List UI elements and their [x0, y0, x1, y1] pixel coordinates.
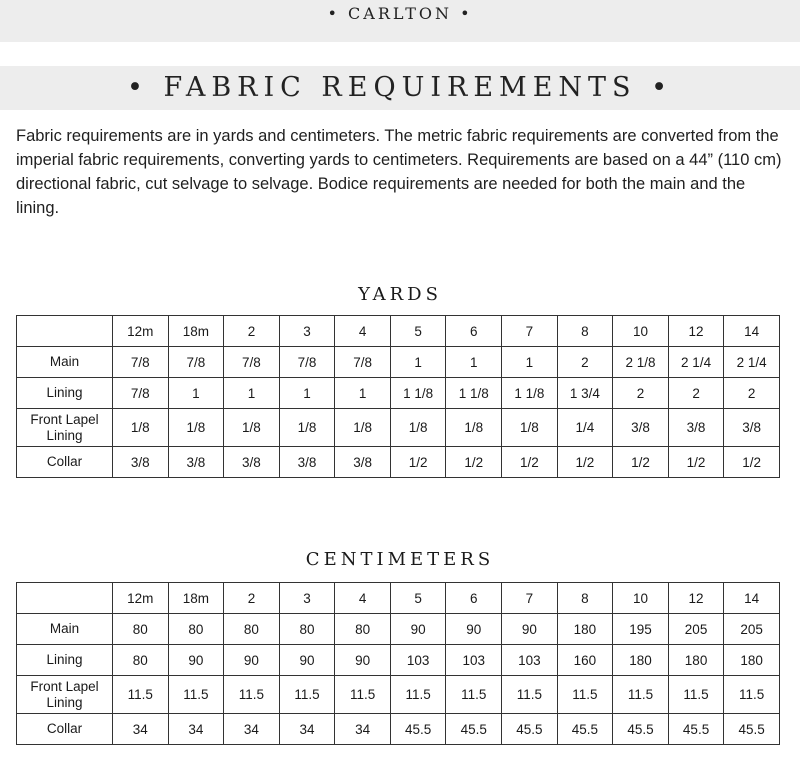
value-cell: 80	[224, 614, 280, 645]
value-cell: 3/8	[613, 409, 669, 447]
size-header-cell: 3	[279, 316, 335, 347]
value-cell: 180	[724, 645, 780, 676]
value-cell: 1	[335, 378, 391, 409]
value-cell: 45.5	[390, 714, 446, 745]
size-header-cell: 18m	[168, 583, 224, 614]
value-cell: 3/8	[279, 447, 335, 478]
value-cell: 3/8	[168, 447, 224, 478]
value-cell: 80	[113, 614, 169, 645]
value-cell: 1	[446, 347, 502, 378]
value-cell: 11.5	[446, 676, 502, 714]
table-row	[17, 447, 780, 478]
value-cell: 1/2	[724, 447, 780, 478]
table-row	[17, 409, 780, 447]
size-header-cell: 14	[724, 316, 780, 347]
size-header-cell: 12	[668, 583, 724, 614]
value-cell: 180	[557, 614, 613, 645]
value-cell: 45.5	[557, 714, 613, 745]
value-cell: 2	[557, 347, 613, 378]
size-header-cell: 5	[390, 316, 446, 347]
value-cell: 11.5	[502, 676, 558, 714]
value-cell: 90	[335, 645, 391, 676]
value-cell: 11.5	[168, 676, 224, 714]
value-cell: 45.5	[724, 714, 780, 745]
table-corner-cell	[17, 316, 113, 347]
size-header-cell: 6	[446, 316, 502, 347]
value-cell: 90	[390, 614, 446, 645]
size-header-cell: 10	[613, 583, 669, 614]
row-label-cell: Collar	[17, 714, 113, 745]
value-cell: 3/8	[335, 447, 391, 478]
section-title: • FABRIC REQUIREMENTS •	[126, 72, 674, 103]
value-cell: 1/8	[335, 409, 391, 447]
value-cell: 90	[279, 645, 335, 676]
size-header-cell: 5	[390, 583, 446, 614]
size-header-cell: 7	[502, 583, 558, 614]
value-cell: 11.5	[335, 676, 391, 714]
value-cell: 11.5	[613, 676, 669, 714]
value-cell: 90	[224, 645, 280, 676]
value-cell: 1/4	[557, 409, 613, 447]
value-cell: 2	[724, 378, 780, 409]
value-cell: 1/2	[446, 447, 502, 478]
size-header-cell: 2	[224, 583, 280, 614]
size-header-cell: 12m	[113, 316, 169, 347]
row-label-cell: Lining	[17, 645, 113, 676]
size-header-cell: 14	[724, 583, 780, 614]
value-cell: 205	[668, 614, 724, 645]
value-cell: 34	[113, 714, 169, 745]
value-cell: 1/8	[113, 409, 169, 447]
value-cell: 1	[279, 378, 335, 409]
value-cell: 2	[668, 378, 724, 409]
row-label-cell: Main	[17, 347, 113, 378]
value-cell: 11.5	[668, 676, 724, 714]
value-cell: 2 1/4	[668, 347, 724, 378]
yards-table-title: YARDS	[358, 284, 442, 305]
size-header-cell: 12	[668, 316, 724, 347]
size-header-cell: 4	[335, 583, 391, 614]
row-label-cell: Front Lapel Lining	[17, 409, 113, 447]
row-label-cell: Front Lapel Lining	[17, 676, 113, 714]
value-cell: 1/8	[446, 409, 502, 447]
table-row	[17, 714, 780, 745]
row-label-cell: Collar	[17, 447, 113, 478]
value-cell: 80	[335, 614, 391, 645]
size-header-cell: 12m	[113, 583, 169, 614]
value-cell: 11.5	[113, 676, 169, 714]
table-row	[17, 676, 780, 714]
size-header-cell: 18m	[168, 316, 224, 347]
yards-table	[16, 315, 780, 478]
value-cell: 2 1/8	[613, 347, 669, 378]
table-row	[17, 645, 780, 676]
value-cell: 1	[502, 347, 558, 378]
size-header-cell: 8	[557, 583, 613, 614]
size-header-cell: 8	[557, 316, 613, 347]
table-row	[17, 347, 780, 378]
value-cell: 160	[557, 645, 613, 676]
value-cell: 1	[390, 347, 446, 378]
value-cell: 7/8	[335, 347, 391, 378]
value-cell: 1/8	[224, 409, 280, 447]
value-cell: 1/8	[168, 409, 224, 447]
table-row	[17, 614, 780, 645]
value-cell: 1 1/8	[502, 378, 558, 409]
value-cell: 1 3/4	[557, 378, 613, 409]
row-label-cell: Lining	[17, 378, 113, 409]
value-cell: 3/8	[668, 409, 724, 447]
value-cell: 90	[446, 614, 502, 645]
value-cell: 103	[502, 645, 558, 676]
value-cell: 11.5	[724, 676, 780, 714]
brand-title: • CARLTON •	[327, 4, 473, 23]
value-cell: 1/2	[557, 447, 613, 478]
value-cell: 205	[724, 614, 780, 645]
value-cell: 90	[502, 614, 558, 645]
size-header-cell: 10	[613, 316, 669, 347]
value-cell: 1/2	[502, 447, 558, 478]
value-cell: 45.5	[502, 714, 558, 745]
value-cell: 11.5	[224, 676, 280, 714]
value-cell: 1 1/8	[390, 378, 446, 409]
size-header-cell: 3	[279, 583, 335, 614]
value-cell: 180	[613, 645, 669, 676]
centimeters-table-title: CENTIMETERS	[305, 549, 495, 570]
value-cell: 1	[168, 378, 224, 409]
value-cell: 1/2	[668, 447, 724, 478]
table-row	[17, 378, 780, 409]
value-cell: 34	[335, 714, 391, 745]
value-cell: 80	[279, 614, 335, 645]
value-cell: 180	[668, 645, 724, 676]
table-header-row	[17, 583, 780, 614]
value-cell: 1	[224, 378, 280, 409]
value-cell: 7/8	[113, 378, 169, 409]
intro-paragraph: Fabric requirements are in yards and centimeters. The metric fabric requirements are converted from the imperial fabric requirements, converting yards to centimeters. Requirements are based on a 44” (110 cm) directional fabric, cut selvage to selvage. Bodice requirements are needed for both the main and the lining.	[16, 127, 782, 217]
table-header-row	[17, 316, 780, 347]
value-cell: 1/8	[279, 409, 335, 447]
value-cell: 45.5	[446, 714, 502, 745]
value-cell: 7/8	[113, 347, 169, 378]
centimeters-table	[16, 582, 780, 745]
value-cell: 1 1/8	[446, 378, 502, 409]
value-cell: 1/2	[390, 447, 446, 478]
value-cell: 80	[168, 614, 224, 645]
value-cell: 2	[613, 378, 669, 409]
row-label-cell: Main	[17, 614, 113, 645]
value-cell: 7/8	[224, 347, 280, 378]
value-cell: 34	[168, 714, 224, 745]
value-cell: 34	[224, 714, 280, 745]
value-cell: 1/8	[390, 409, 446, 447]
value-cell: 80	[113, 645, 169, 676]
value-cell: 11.5	[390, 676, 446, 714]
value-cell: 3/8	[724, 409, 780, 447]
size-header-cell: 6	[446, 583, 502, 614]
value-cell: 7/8	[279, 347, 335, 378]
table-corner-cell	[17, 583, 113, 614]
value-cell: 11.5	[557, 676, 613, 714]
value-cell: 45.5	[613, 714, 669, 745]
size-header-cell: 7	[502, 316, 558, 347]
value-cell: 3/8	[113, 447, 169, 478]
value-cell: 103	[390, 645, 446, 676]
value-cell: 45.5	[668, 714, 724, 745]
value-cell: 1/8	[502, 409, 558, 447]
value-cell: 195	[613, 614, 669, 645]
value-cell: 2 1/4	[724, 347, 780, 378]
value-cell: 90	[168, 645, 224, 676]
value-cell: 34	[279, 714, 335, 745]
value-cell: 1/2	[613, 447, 669, 478]
size-header-cell: 4	[335, 316, 391, 347]
value-cell: 11.5	[279, 676, 335, 714]
value-cell: 103	[446, 645, 502, 676]
value-cell: 3/8	[224, 447, 280, 478]
size-header-cell: 2	[224, 316, 280, 347]
value-cell: 7/8	[168, 347, 224, 378]
